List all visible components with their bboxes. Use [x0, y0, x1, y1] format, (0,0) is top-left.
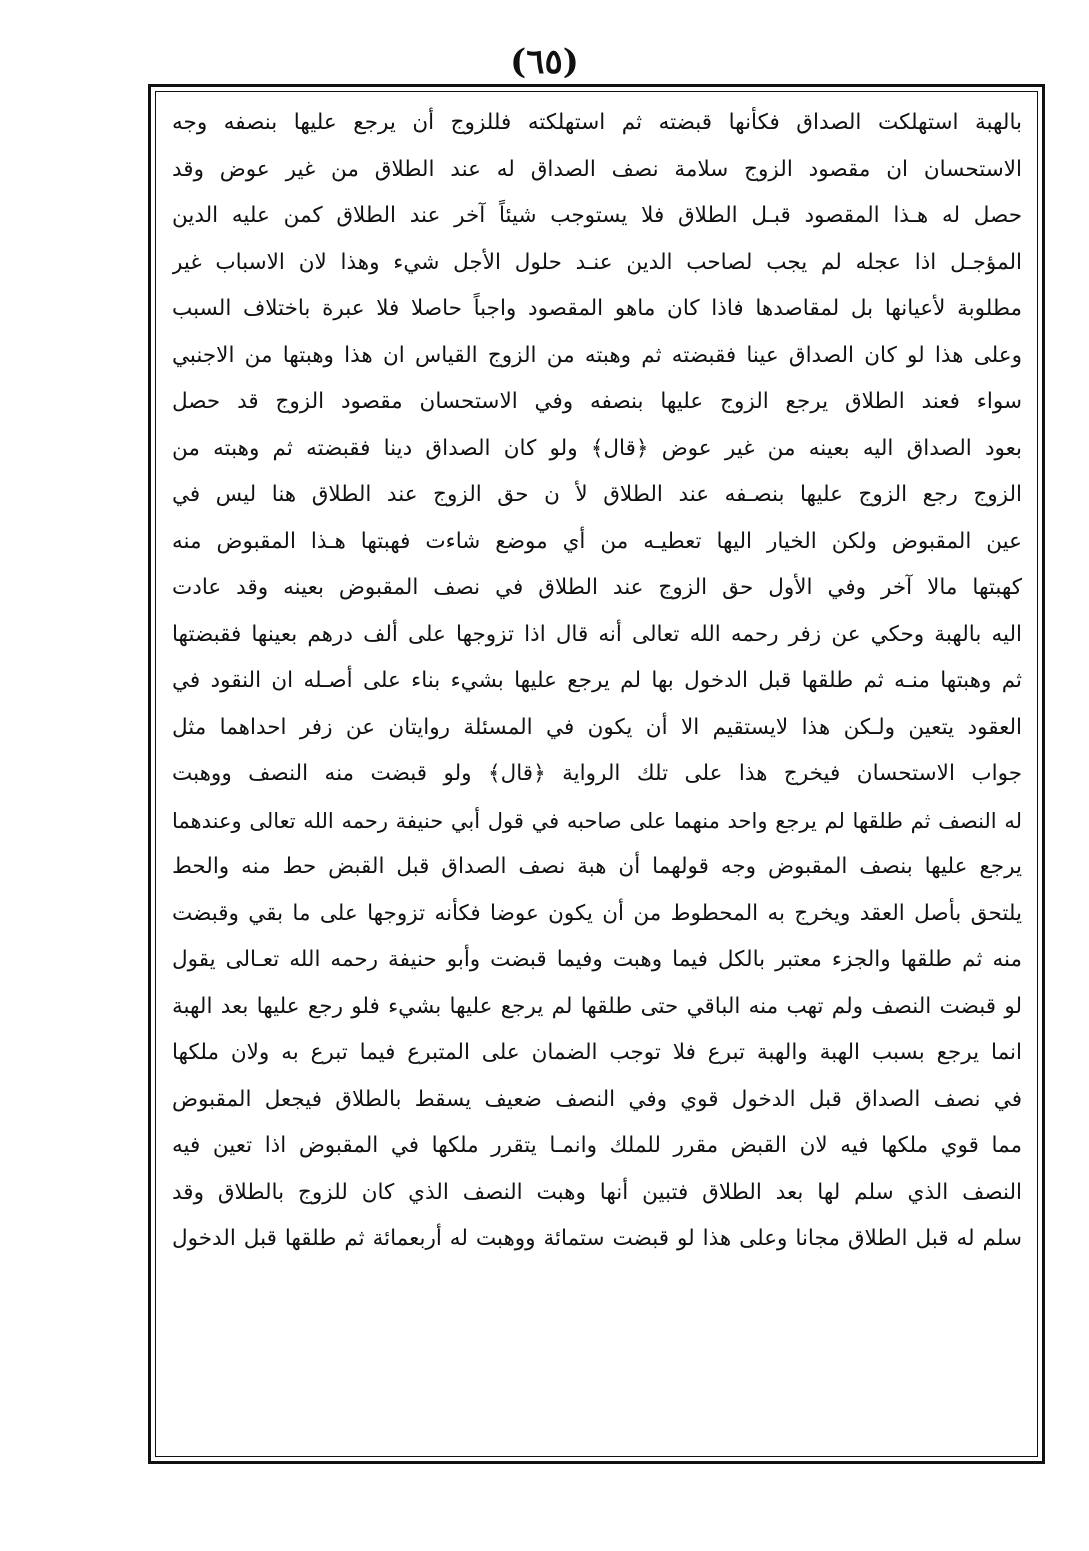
text-line: لو قبضت النصف ولم تهب منه الباقي حتى طلقها لم يرجع عليها بشيء فلو رجع عليها بعد الهبة — [172, 993, 1022, 1019]
text-line: يلتحق بأصل العقد ويخرج به المحطوط من أن يكون عوضا فكأنه تزوجها على ما بقي وقبضت — [172, 900, 1022, 926]
text-line: سلم له قبل الطلاق مجانا وعلى هذا لو قبضت ستمائة ووهبت له أربعمائة ثم طلقها قبل الدخول — [172, 1226, 1022, 1251]
page-number: (٦٥) — [510, 42, 579, 82]
text-line: منه ثم طلقها والجزء معتبر بالكل فيما وهبت وفيما قبضت وأبو حنيفة رحمه الله تعـالى يقول — [172, 947, 1022, 972]
text-line: الاستحسان ان مقصود الزوج سلامة نصف الصداق له عند الطلاق من غير عوض وقد — [172, 156, 1022, 182]
text-line: حصل له هـذا المقصود قبـل الطلاق فلا يستوجب شيئاً آخر عند الطلاق كمن عليه الدين — [172, 203, 1022, 228]
text-line: في نصف الصداق قبل الدخول قوي وفي النصف ضعيف يسقط بالطلاق فيجعل المقبوض — [172, 1086, 1022, 1112]
text-line: جواب الاستحسان فيخرج هذا على تلك الرواية ﴿قال﴾ ولو قبضت منه النصف ووهبت — [172, 761, 1022, 786]
text-line: مطلوبة لأعيانها بل لمقاصدها فاذا كان ماهو المقصود واجباً حاصلا فلا عبرة باختلاف السبب — [172, 296, 1022, 321]
text-line: النصف الذي سلم لها بعد الطلاق فتبين أنها وهبت النصف الذي كان للزوج بالطلاق وقد — [172, 1179, 1022, 1205]
text-line: بالهبة استهلكت الصداق فكأنها قبضته ثم استهلكته فللزوج أن يرجع عليها بنصفه وجه — [172, 110, 1022, 135]
body-text — [172, 100, 1022, 1450]
text-line: يرجع عليها بنصف المقبوض وجه قولهما أن هبة نصف الصداق قبل القبض حط منه والحط — [172, 854, 1022, 879]
text-line: بعود الصداق اليه بعينه من غير عوض ﴿قال﴾ ولو كان الصداق دينا فقبضته ثم وهبته من — [172, 435, 1022, 461]
text-line: انما يرجع بسبب الهبة والهبة تبرع فلا توجب الضمان على المتبرع فيما تبرع به ولان ملكها — [172, 1040, 1022, 1065]
text-line: له النصف ثم طلقها لم يرجع واحد منهما على صاحبه في قول أبي حنيفة رحمه الله تعالى وعندهما — [172, 808, 1022, 833]
text-line: سواء فعند الطلاق يرجع الزوج عليها بنصفه وفي الاستحسان مقصود الزوج قد حصل — [172, 389, 1022, 414]
text-line: العقود يتعين ولـكن هذا لايستقيم الا أن يكون في المسئلة روايتان عن زفر احداهما مثل — [172, 714, 1022, 740]
text-line: كهبتها مالا آخر وفي الأول حق الزوج عند الطلاق في نصف المقبوض بعينه وقد عادت — [172, 575, 1022, 600]
text-line: مما قوي ملكها فيه لان القبض مقرر للملك وانمـا يتقرر ملكها في المقبوض اذا تعين فيه — [172, 1133, 1022, 1158]
text-line: الزوج رجع الزوج عليها بنصـفه عند الطلاق لأ ن حق الزوج عند الطلاق هنا ليس في — [172, 482, 1022, 507]
text-line: اليه بالهبة وحكي عن زفر رحمه الله تعالى أنه قال اذا تزوجها على ألف درهم بعينها فقبضتها — [172, 621, 1022, 647]
text-line: المؤجـل اذا عجله لم يجب لصاحب الدين عنـد حلول الأجل شيء وهذا لان الاسباب غير — [172, 249, 1022, 275]
text-line: عين المقبوض ولكن الخيار اليها تعطيـه من أي موضع شاءت فهبتها هـذا المقبوض منه — [172, 528, 1022, 554]
text-line: ثم وهبتها منـه ثم طلقها قبل الدخول بها لم يرجع عليها بشيء بناء على أصـله ان النقود في — [172, 668, 1022, 693]
text-line: وعلى هذا لو كان الصداق عينا فقبضته ثم وهبته من الزوج القياس ان هذا وهبتها من الاجنبي — [172, 342, 1022, 368]
